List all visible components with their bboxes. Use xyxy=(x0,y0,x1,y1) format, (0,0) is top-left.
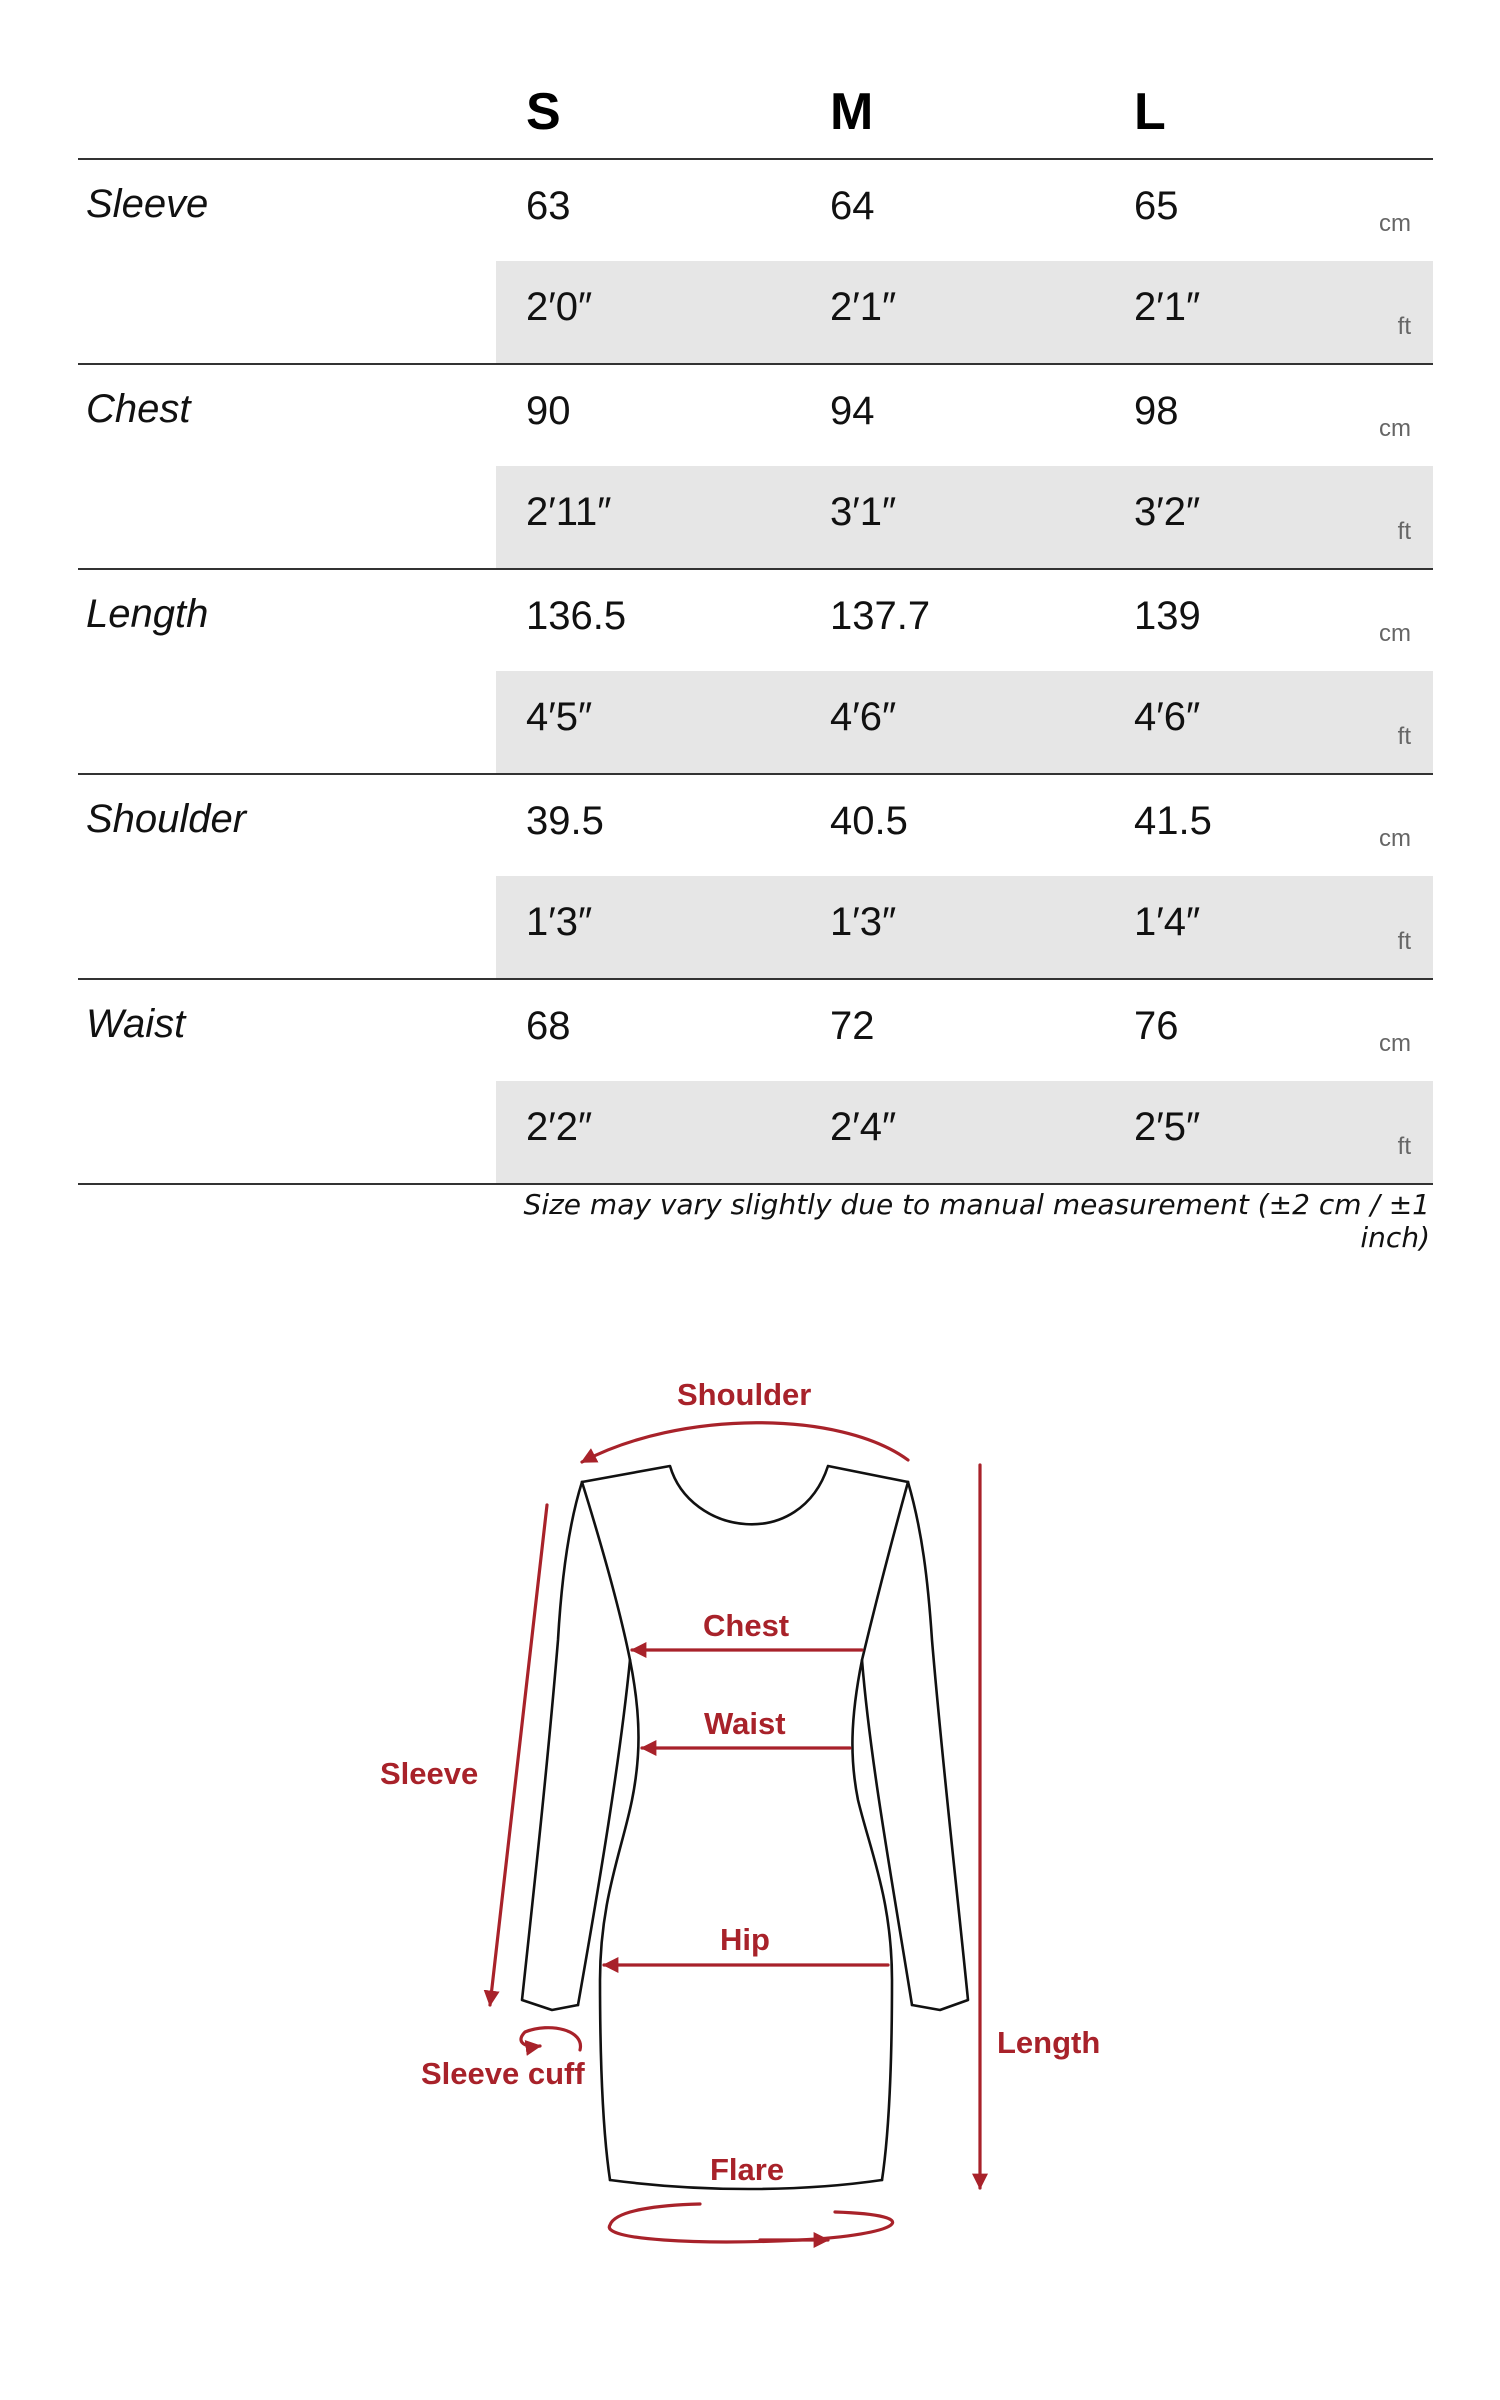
value-s-cm: 90 xyxy=(526,389,571,433)
sleeve-cuff-arrow xyxy=(521,2028,581,2050)
value-s-cm: 68 xyxy=(526,1004,571,1048)
measurement-row-waist xyxy=(78,980,1433,1185)
value-l-ft: 2′1″ xyxy=(1134,285,1201,329)
measurement-row-sleeve xyxy=(78,160,1433,365)
label-flare: Flare xyxy=(710,2152,785,2187)
value-m-cm: 40.5 xyxy=(830,799,908,843)
unit-ft: ft xyxy=(1397,723,1411,750)
size-heading-s: S xyxy=(526,83,561,141)
value-m-ft: 2′4″ xyxy=(830,1105,897,1149)
value-m-ft: 1′3″ xyxy=(830,900,897,944)
value-l-ft: 2′5″ xyxy=(1134,1105,1201,1149)
unit-ft: ft xyxy=(1397,518,1411,545)
value-m-ft: 4′6″ xyxy=(830,695,897,739)
dress-right-side xyxy=(852,1660,892,2180)
measurement-label: Length xyxy=(86,592,209,636)
value-m-ft: 2′1″ xyxy=(830,285,897,329)
measurement-row-shoulder xyxy=(78,775,1433,980)
measurement-label: Sleeve xyxy=(86,182,209,226)
label-length: Length xyxy=(997,2025,1101,2060)
value-s-ft: 1′3″ xyxy=(526,900,593,944)
size-heading-m: M xyxy=(830,83,874,141)
value-s-ft: 2′0″ xyxy=(526,285,593,329)
label-sleeve: Sleeve xyxy=(380,1756,479,1791)
shoulder-arrow xyxy=(582,1423,908,1462)
unit-cm: cm xyxy=(1379,415,1411,442)
dress-collar xyxy=(582,1466,908,1524)
value-l-cm: 76 xyxy=(1134,1004,1179,1048)
cm-values-row xyxy=(496,570,1433,673)
unit-cm: cm xyxy=(1379,825,1411,852)
label-waist: Waist xyxy=(704,1706,786,1741)
unit-cm: cm xyxy=(1379,620,1411,647)
right-sleeve xyxy=(908,1482,968,2010)
dress-outline xyxy=(522,1466,968,2189)
label-chest: Chest xyxy=(703,1608,790,1643)
measurement-note: Size may vary slightly due to manual measurement (±2 cm / ±1 inch) xyxy=(523,1188,1430,1254)
measurement-label: Shoulder xyxy=(86,797,247,841)
dress-measurement-diagram xyxy=(0,1320,1500,2320)
label-shoulder: Shoulder xyxy=(677,1377,812,1412)
value-m-cm: 94 xyxy=(830,389,875,433)
value-l-cm: 65 xyxy=(1134,184,1179,228)
ft-values-row xyxy=(496,261,1433,363)
value-s-ft: 2′2″ xyxy=(526,1105,593,1149)
sleeve-arrow xyxy=(490,1505,547,2005)
ft-values-row xyxy=(496,466,1433,568)
value-s-ft: 2′11″ xyxy=(526,490,612,534)
value-l-ft: 4′6″ xyxy=(1134,695,1201,739)
ft-values-row xyxy=(496,876,1433,978)
unit-cm: cm xyxy=(1379,1030,1411,1057)
cm-values-row xyxy=(496,160,1433,263)
cm-values-row xyxy=(496,980,1433,1083)
measurement-label: Waist xyxy=(86,1002,186,1046)
value-l-cm: 98 xyxy=(1134,389,1179,433)
size-header-row xyxy=(78,0,1433,160)
ft-values-row xyxy=(496,1081,1433,1183)
unit-ft: ft xyxy=(1397,1133,1411,1160)
size-heading-l: L xyxy=(1134,83,1166,141)
value-s-ft: 4′5″ xyxy=(526,695,593,739)
label-sleeve-cuff: Sleeve cuff xyxy=(421,2056,585,2091)
value-m-cm: 72 xyxy=(830,1004,875,1048)
cm-values-row xyxy=(496,365,1433,468)
measurement-row-chest xyxy=(78,365,1433,570)
value-l-cm: 41.5 xyxy=(1134,799,1212,843)
label-hip: Hip xyxy=(720,1922,770,1957)
unit-cm: cm xyxy=(1379,210,1411,237)
flare-ellipse xyxy=(609,2204,892,2242)
value-l-ft: 1′4″ xyxy=(1134,900,1201,944)
unit-ft: ft xyxy=(1397,313,1411,340)
value-s-cm: 136.5 xyxy=(526,594,627,638)
value-s-cm: 39.5 xyxy=(526,799,604,843)
value-m-cm: 137.7 xyxy=(830,594,931,638)
ft-values-row xyxy=(496,671,1433,773)
size-chart-table xyxy=(78,0,1433,1185)
value-m-ft: 3′1″ xyxy=(830,490,897,534)
unit-ft: ft xyxy=(1397,928,1411,955)
value-s-cm: 63 xyxy=(526,184,571,228)
cm-values-row xyxy=(496,775,1433,878)
value-l-cm: 139 xyxy=(1134,594,1201,638)
dress-left-side xyxy=(600,1660,639,2180)
value-l-ft: 3′2″ xyxy=(1134,490,1201,534)
measurement-arrows xyxy=(490,1423,980,2242)
measurement-label: Chest xyxy=(86,387,191,431)
left-sleeve xyxy=(522,1482,582,2010)
measurement-row-length xyxy=(78,570,1433,775)
right-sleeve-inner xyxy=(862,1482,912,2005)
value-m-cm: 64 xyxy=(830,184,875,228)
